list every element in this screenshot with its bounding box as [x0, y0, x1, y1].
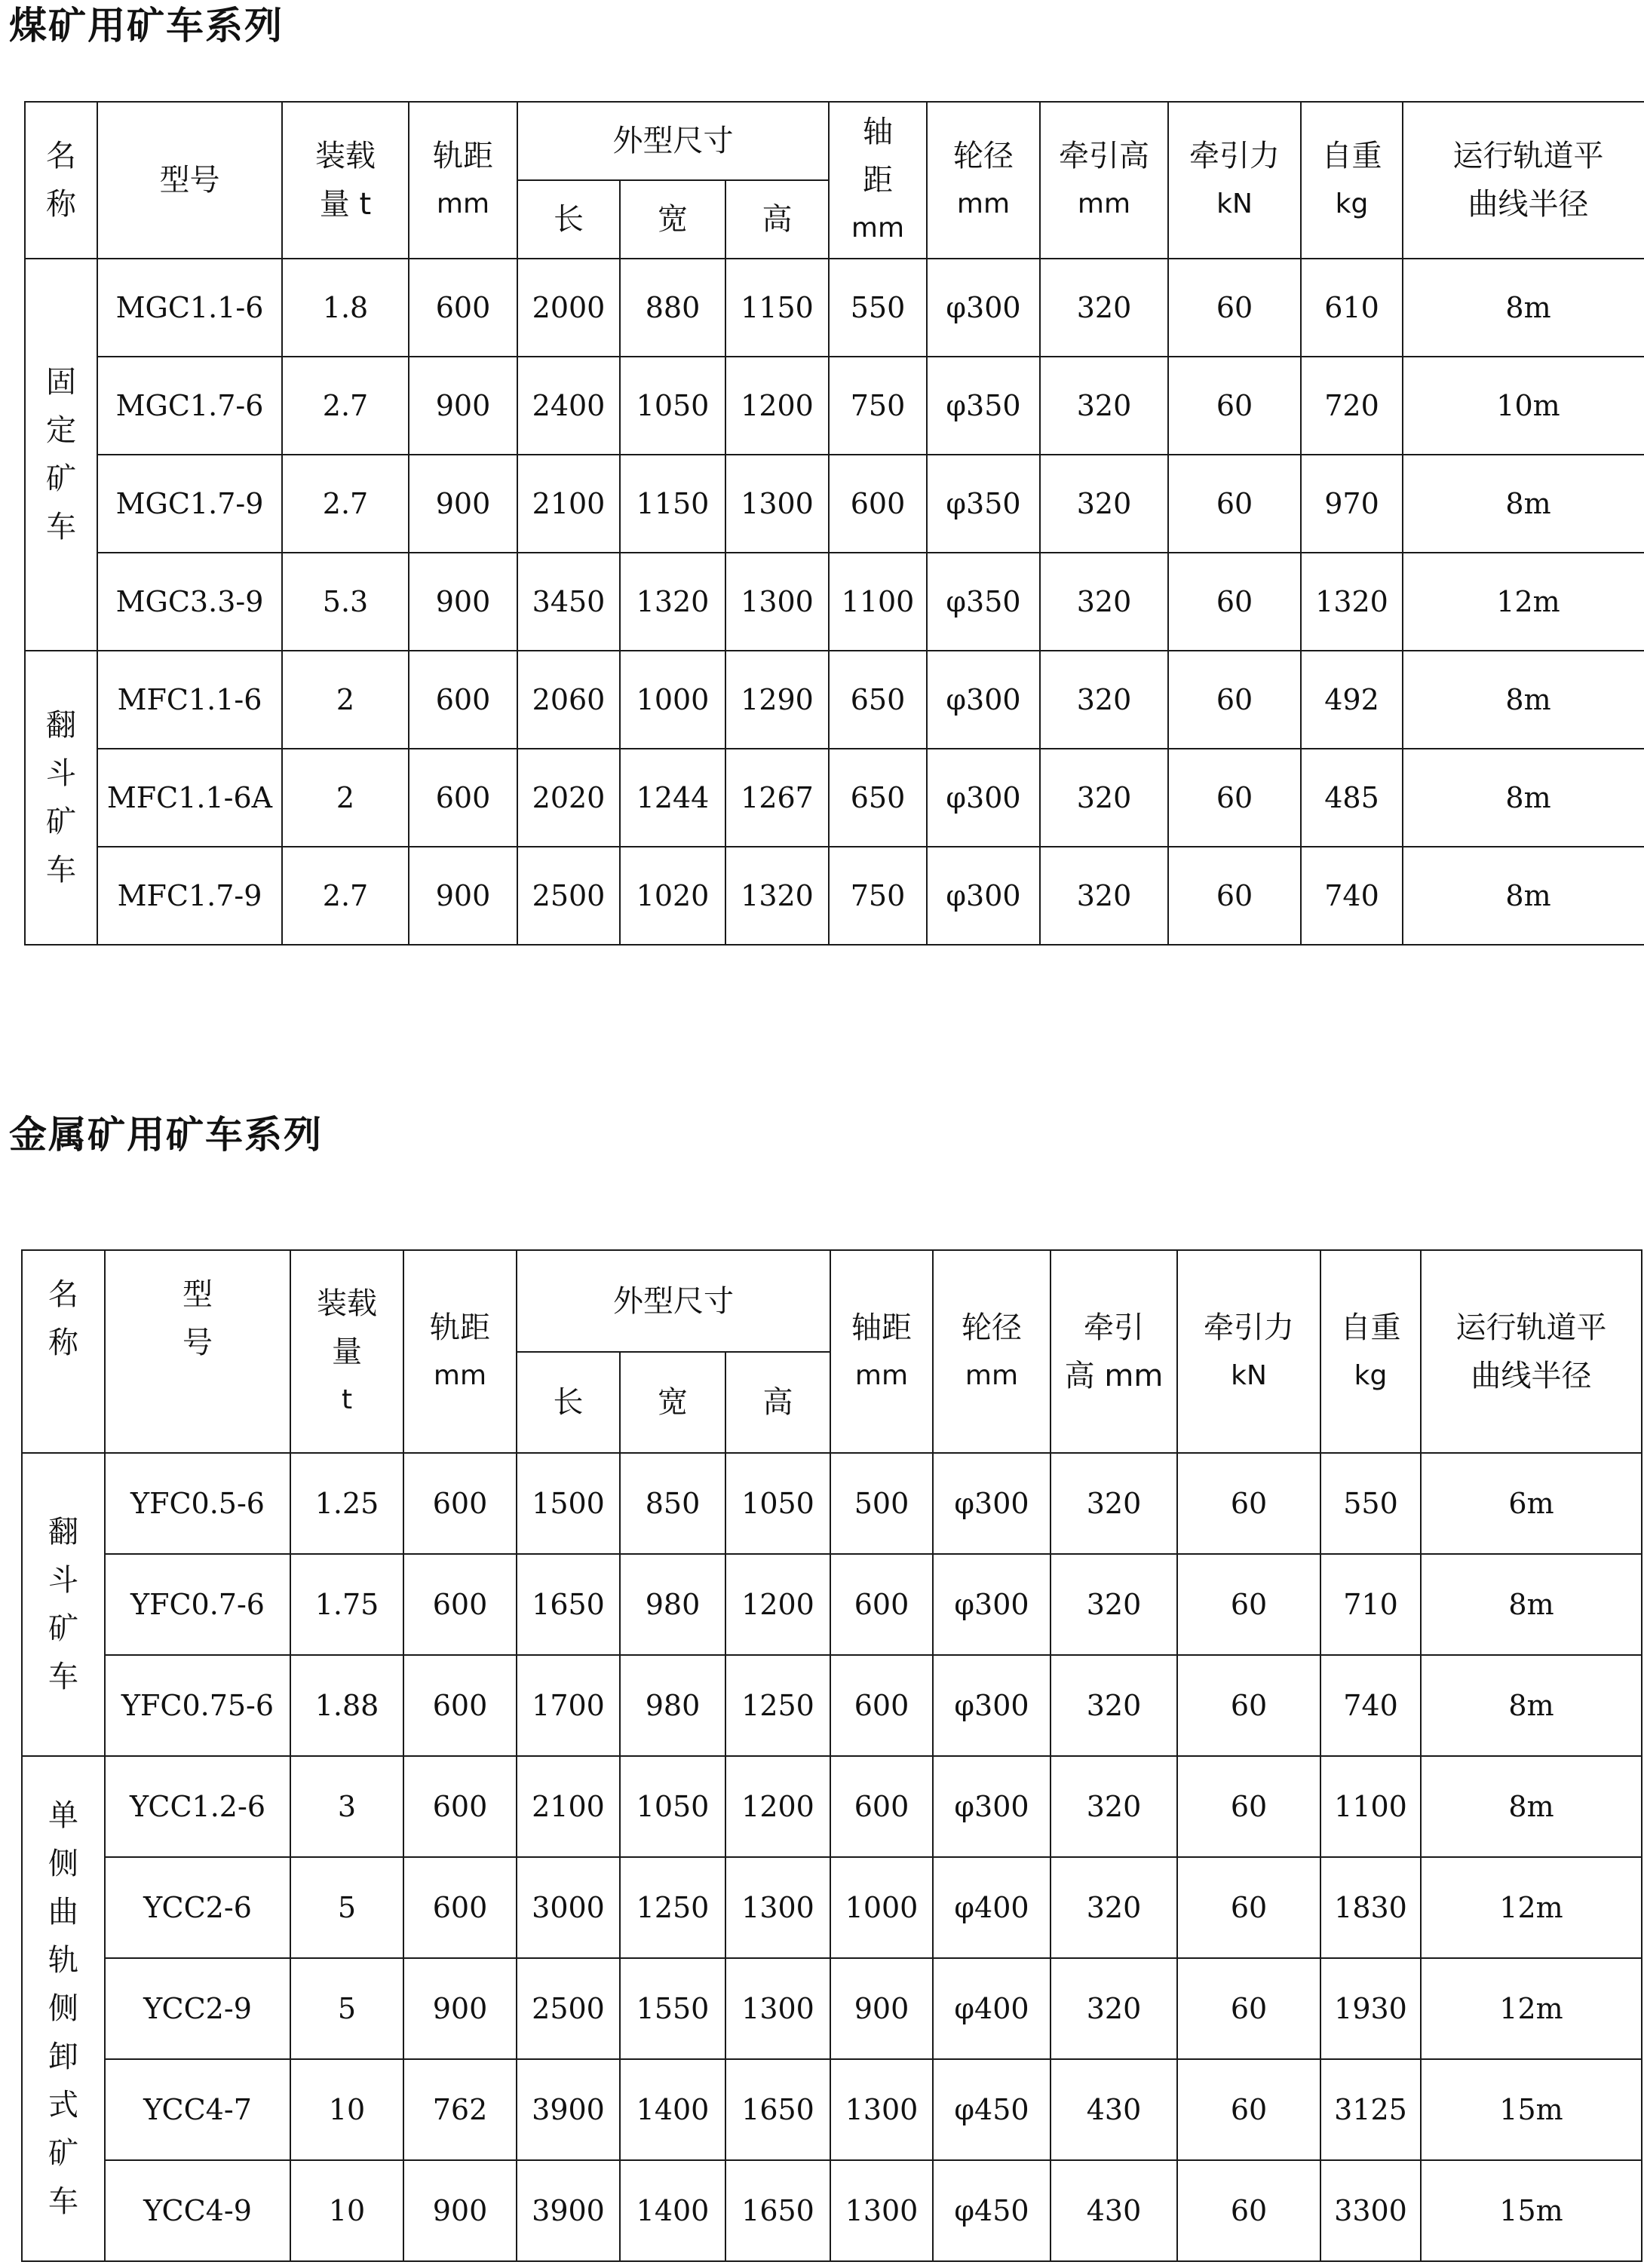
- header-name: 名 称: [22, 1250, 105, 1453]
- cell-weight: 492: [1301, 651, 1403, 749]
- cell-radius: 15m: [1421, 2160, 1642, 2261]
- cell-axle: 900: [830, 1958, 933, 2059]
- cell-length: 3900: [517, 2059, 620, 2160]
- cell-traction-force: 60: [1177, 1756, 1320, 1857]
- cell-gauge: 900: [403, 1958, 517, 2059]
- metal-mine-car-series-title: 金属矿用矿车系列: [9, 1113, 323, 1157]
- cell-height: 1320: [725, 847, 829, 945]
- cell-wheel: φ350: [927, 357, 1040, 455]
- cell-axle: 750: [829, 847, 927, 945]
- cell-load: 2.7: [282, 847, 409, 945]
- cell-traction-height: 320: [1040, 847, 1168, 945]
- cell-model: YCC4-7: [105, 2059, 290, 2160]
- cell-height: 1300: [725, 1958, 830, 2059]
- header-length: 长: [517, 180, 620, 259]
- cell-model: MGC1.7-6: [97, 357, 282, 455]
- cell-gauge: 900: [403, 2160, 517, 2261]
- cell-width: 1400: [620, 2059, 725, 2160]
- cell-gauge: 900: [409, 357, 517, 455]
- cell-traction-force: 60: [1177, 1958, 1320, 2059]
- cell-gauge: 600: [403, 1655, 517, 1756]
- cell-radius: 8m: [1403, 651, 1644, 749]
- cell-axle: 550: [829, 259, 927, 357]
- cell-gauge: 600: [409, 651, 517, 749]
- header-dimensions: 外型尺寸: [517, 102, 829, 180]
- cell-gauge: 600: [409, 259, 517, 357]
- cell-gauge: 900: [409, 455, 517, 553]
- cell-traction-force: 60: [1168, 259, 1301, 357]
- cell-traction-height: 320: [1040, 259, 1168, 357]
- cell-width: 1150: [620, 455, 725, 553]
- table-row: [22, 2059, 1642, 2160]
- cell-model: MGC1.1-6: [97, 259, 282, 357]
- cell-width: 880: [620, 259, 725, 357]
- cell-load: 5.3: [282, 553, 409, 651]
- cell-weight: 740: [1301, 847, 1403, 945]
- cell-traction-height: 320: [1040, 357, 1168, 455]
- cell-load: 10: [290, 2059, 403, 2160]
- header-wheel-diameter: 轮径 mm: [927, 102, 1040, 259]
- cell-model: YFC0.75-6: [105, 1655, 290, 1756]
- cell-traction-height: 320: [1040, 553, 1168, 651]
- cell-height: 1650: [725, 2059, 830, 2160]
- cell-length: 1500: [517, 1453, 620, 1554]
- header-name: 名 称: [25, 102, 97, 259]
- coal-mine-car-spec-table: [24, 101, 1644, 946]
- cell-radius: 8m: [1421, 1554, 1642, 1655]
- cell-height: 1300: [725, 1857, 830, 1958]
- cell-width: 1244: [620, 749, 725, 847]
- cell-radius: 10m: [1403, 357, 1644, 455]
- header-length: 长: [517, 1352, 620, 1453]
- cell-width: 1050: [620, 1756, 725, 1857]
- cell-traction-force: 60: [1168, 651, 1301, 749]
- cell-gauge: 600: [403, 1857, 517, 1958]
- header-width: 宽: [620, 180, 725, 259]
- group-label-tipping-car: 翻 斗 矿 车: [22, 1453, 105, 1756]
- cell-gauge: 900: [409, 847, 517, 945]
- cell-width: 850: [620, 1453, 725, 1554]
- cell-model: YCC2-6: [105, 1857, 290, 1958]
- cell-traction-height: 430: [1051, 2059, 1177, 2160]
- table-body: [25, 259, 1644, 945]
- cell-axle: 500: [830, 1453, 933, 1554]
- cell-height: 1050: [725, 1453, 830, 1554]
- cell-load: 2: [282, 749, 409, 847]
- table-row: [25, 651, 1644, 749]
- cell-radius: 8m: [1403, 847, 1644, 945]
- cell-traction-force: 60: [1177, 1857, 1320, 1958]
- cell-load: 2.7: [282, 455, 409, 553]
- header-model: 型 号: [105, 1250, 290, 1453]
- cell-width: 1250: [620, 1857, 725, 1958]
- cell-radius: 6m: [1421, 1453, 1642, 1554]
- cell-height: 1200: [725, 1756, 830, 1857]
- cell-model: MGC1.7-9: [97, 455, 282, 553]
- cell-gauge: 600: [403, 1453, 517, 1554]
- cell-gauge: 900: [409, 553, 517, 651]
- cell-traction-height: 320: [1040, 749, 1168, 847]
- cell-traction-force: 60: [1168, 455, 1301, 553]
- cell-length: 2400: [517, 357, 620, 455]
- cell-model: YCC4-9: [105, 2160, 290, 2261]
- cell-gauge: 600: [403, 1554, 517, 1655]
- cell-length: 1650: [517, 1554, 620, 1655]
- cell-traction-force: 60: [1177, 2059, 1320, 2160]
- header-traction-force: 牵引力 kN: [1177, 1250, 1320, 1453]
- cell-length: 3450: [517, 553, 620, 651]
- coal-mine-car-series-title: 煤矿用矿车系列: [9, 4, 284, 48]
- header-curve-radius: 运行轨道平 曲线半径: [1403, 102, 1644, 259]
- cell-length: 2060: [517, 651, 620, 749]
- cell-weight: 3300: [1320, 2160, 1421, 2261]
- table-row: [22, 1655, 1642, 1756]
- cell-traction-height: 320: [1051, 1958, 1177, 2059]
- cell-traction-height: 320: [1040, 651, 1168, 749]
- cell-height: 1200: [725, 1554, 830, 1655]
- cell-height: 1290: [725, 651, 829, 749]
- cell-model: MFC1.1-6: [97, 651, 282, 749]
- cell-weight: 1320: [1301, 553, 1403, 651]
- cell-model: YFC0.5-6: [105, 1453, 290, 1554]
- header-self-weight: 自重 kg: [1320, 1250, 1421, 1453]
- cell-width: 1550: [620, 1958, 725, 2059]
- header-height: 高: [725, 1352, 830, 1453]
- cell-weight: 1830: [1320, 1857, 1421, 1958]
- cell-load: 1.88: [290, 1655, 403, 1756]
- cell-axle: 600: [830, 1554, 933, 1655]
- cell-radius: 8m: [1403, 455, 1644, 553]
- header-axle-distance: 轴 距 mm: [829, 102, 927, 259]
- cell-length: 3900: [517, 2160, 620, 2261]
- cell-wheel: φ400: [933, 1958, 1051, 2059]
- cell-height: 1200: [725, 357, 829, 455]
- table-row: [22, 1958, 1642, 2059]
- cell-wheel: φ300: [927, 749, 1040, 847]
- cell-wheel: φ400: [933, 1857, 1051, 1958]
- cell-traction-height: 320: [1051, 1857, 1177, 1958]
- cell-width: 1400: [620, 2160, 725, 2261]
- cell-load: 2: [282, 651, 409, 749]
- cell-height: 1300: [725, 455, 829, 553]
- cell-width: 980: [620, 1655, 725, 1756]
- cell-axle: 1000: [830, 1857, 933, 1958]
- cell-load: 2.7: [282, 357, 409, 455]
- cell-length: 2100: [517, 455, 620, 553]
- cell-height: 1300: [725, 553, 829, 651]
- cell-weight: 740: [1320, 1655, 1421, 1756]
- cell-traction-height: 320: [1040, 455, 1168, 553]
- header-load: 装载 量 t: [282, 102, 409, 259]
- cell-load: 5: [290, 1857, 403, 1958]
- cell-height: 1650: [725, 2160, 830, 2261]
- cell-width: 980: [620, 1554, 725, 1655]
- cell-length: 1700: [517, 1655, 620, 1756]
- cell-model: YCC2-9: [105, 1958, 290, 2059]
- cell-width: 1050: [620, 357, 725, 455]
- cell-model: YCC1.2-6: [105, 1756, 290, 1857]
- table-row: [22, 1756, 1642, 1857]
- cell-radius: 8m: [1421, 1655, 1642, 1756]
- cell-model: YFC0.7-6: [105, 1554, 290, 1655]
- cell-axle: 600: [830, 1655, 933, 1756]
- cell-traction-height: 320: [1051, 1554, 1177, 1655]
- cell-width: 1320: [620, 553, 725, 651]
- header-traction-height: 牵引 高 mm: [1051, 1250, 1177, 1453]
- header-wheel-diameter: 轮径 mm: [933, 1250, 1051, 1453]
- cell-traction-height: 320: [1051, 1756, 1177, 1857]
- cell-traction-height: 320: [1051, 1655, 1177, 1756]
- cell-model: MGC3.3-9: [97, 553, 282, 651]
- cell-model: MFC1.1-6A: [97, 749, 282, 847]
- table-body: [22, 1453, 1642, 2261]
- cell-weight: 3125: [1320, 2059, 1421, 2160]
- cell-height: 1150: [725, 259, 829, 357]
- cell-traction-force: 60: [1168, 749, 1301, 847]
- header-model: 型号: [97, 102, 282, 259]
- cell-traction-force: 60: [1168, 553, 1301, 651]
- cell-wheel: φ300: [927, 651, 1040, 749]
- cell-height: 1250: [725, 1655, 830, 1756]
- cell-axle: 650: [829, 749, 927, 847]
- header-load: 装载 量 t: [290, 1250, 403, 1453]
- header-height: 高: [725, 180, 829, 259]
- cell-traction-force: 60: [1177, 1453, 1320, 1554]
- cell-load: 3: [290, 1756, 403, 1857]
- cell-gauge: 600: [403, 1756, 517, 1857]
- cell-weight: 1930: [1320, 1958, 1421, 2059]
- table-row: [22, 1554, 1642, 1655]
- header-curve-radius: 运行轨道平 曲线半径: [1421, 1250, 1642, 1453]
- cell-weight: 485: [1301, 749, 1403, 847]
- cell-length: 2000: [517, 259, 620, 357]
- table-row: [22, 2160, 1642, 2261]
- table-row: [25, 455, 1644, 553]
- group-label-tipping-car: 翻 斗 矿 车: [25, 651, 97, 945]
- cell-weight: 1100: [1320, 1756, 1421, 1857]
- header-dimensions: 外型尺寸: [517, 1250, 830, 1352]
- cell-wheel: φ450: [933, 2160, 1051, 2261]
- cell-traction-force: 60: [1168, 847, 1301, 945]
- cell-weight: 610: [1301, 259, 1403, 357]
- cell-load: 1.25: [290, 1453, 403, 1554]
- cell-axle: 750: [829, 357, 927, 455]
- header-self-weight: 自重 kg: [1301, 102, 1403, 259]
- cell-wheel: φ300: [933, 1655, 1051, 1756]
- cell-wheel: φ300: [927, 847, 1040, 945]
- group-label-side-dump-car: 单 侧 曲 轨 侧 卸 式 矿 车: [22, 1756, 105, 2261]
- header-axle-distance: 轴距 mm: [830, 1250, 933, 1453]
- cell-axle: 650: [829, 651, 927, 749]
- cell-gauge: 762: [403, 2059, 517, 2160]
- cell-axle: 1100: [829, 553, 927, 651]
- cell-axle: 600: [829, 455, 927, 553]
- cell-axle: 600: [830, 1756, 933, 1857]
- cell-traction-height: 430: [1051, 2160, 1177, 2261]
- cell-axle: 1300: [830, 2059, 933, 2160]
- cell-wheel: φ350: [927, 455, 1040, 553]
- cell-load: 1.75: [290, 1554, 403, 1655]
- table-row: [22, 1453, 1642, 1554]
- header-gauge: 轨距 mm: [409, 102, 517, 259]
- table-row: [25, 749, 1644, 847]
- cell-length: 2100: [517, 1756, 620, 1857]
- cell-weight: 720: [1301, 357, 1403, 455]
- cell-length: 2500: [517, 1958, 620, 2059]
- cell-weight: 710: [1320, 1554, 1421, 1655]
- cell-load: 5: [290, 1958, 403, 2059]
- cell-length: 2020: [517, 749, 620, 847]
- cell-wheel: φ300: [927, 259, 1040, 357]
- header-traction-height: 牵引高 mm: [1040, 102, 1168, 259]
- cell-model: MFC1.7-9: [97, 847, 282, 945]
- cell-radius: 12m: [1421, 1857, 1642, 1958]
- cell-width: 1000: [620, 651, 725, 749]
- cell-radius: 12m: [1421, 1958, 1642, 2059]
- cell-axle: 1300: [830, 2160, 933, 2261]
- cell-radius: 12m: [1403, 553, 1644, 651]
- group-label-fixed-car: 固 定 矿 车: [25, 259, 97, 651]
- cell-wheel: φ350: [927, 553, 1040, 651]
- cell-height: 1267: [725, 749, 829, 847]
- cell-traction-force: 60: [1177, 1655, 1320, 1756]
- cell-wheel: φ300: [933, 1453, 1051, 1554]
- header-traction-force: 牵引力 kN: [1168, 102, 1301, 259]
- cell-load: 1.8: [282, 259, 409, 357]
- cell-traction-force: 60: [1177, 2160, 1320, 2261]
- cell-traction-force: 60: [1168, 357, 1301, 455]
- cell-gauge: 600: [409, 749, 517, 847]
- cell-weight: 970: [1301, 455, 1403, 553]
- cell-radius: 15m: [1421, 2059, 1642, 2160]
- header-width: 宽: [620, 1352, 725, 1453]
- cell-length: 3000: [517, 1857, 620, 1958]
- cell-length: 2500: [517, 847, 620, 945]
- cell-traction-height: 320: [1051, 1453, 1177, 1554]
- cell-radius: 8m: [1403, 749, 1644, 847]
- table-row: [25, 357, 1644, 455]
- table-row: [25, 847, 1644, 945]
- cell-wheel: φ300: [933, 1756, 1051, 1857]
- cell-radius: 8m: [1403, 259, 1644, 357]
- table-row: [25, 553, 1644, 651]
- cell-wheel: φ300: [933, 1554, 1051, 1655]
- cell-traction-force: 60: [1177, 1554, 1320, 1655]
- cell-wheel: φ450: [933, 2059, 1051, 2160]
- header-gauge: 轨距 mm: [403, 1250, 517, 1453]
- cell-width: 1020: [620, 847, 725, 945]
- cell-radius: 8m: [1421, 1756, 1642, 1857]
- cell-weight: 550: [1320, 1453, 1421, 1554]
- metal-mine-car-spec-table: [21, 1249, 1642, 2262]
- cell-load: 10: [290, 2160, 403, 2261]
- table-row: [25, 259, 1644, 357]
- table-row: [22, 1857, 1642, 1958]
